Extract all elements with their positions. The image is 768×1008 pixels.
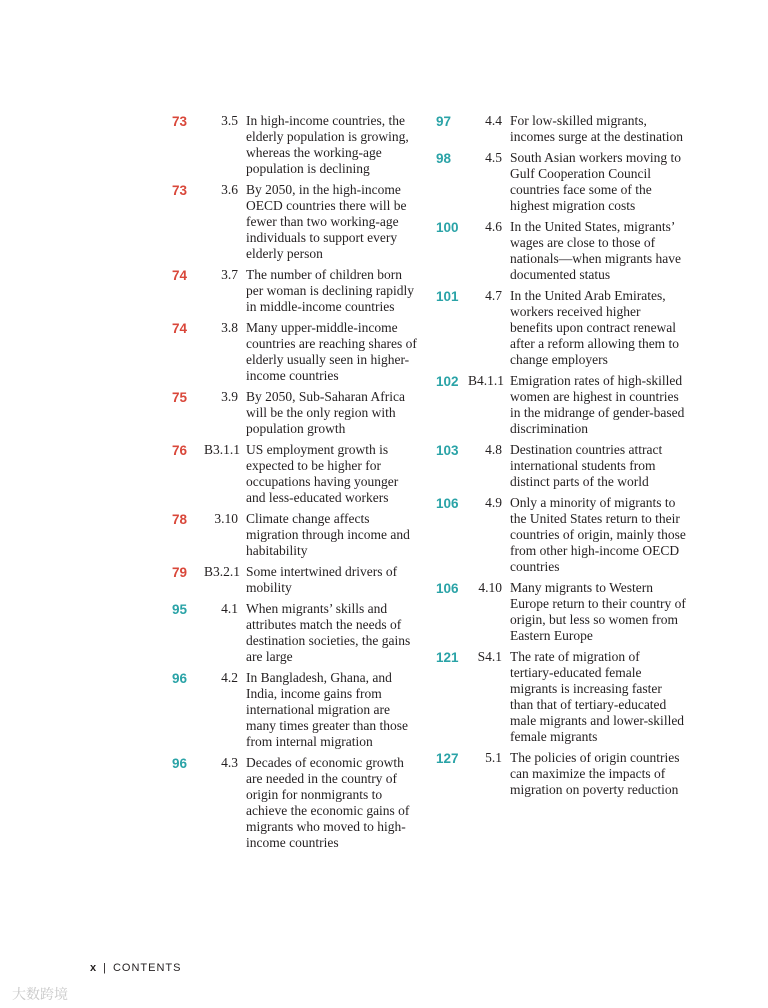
figure-number: 3.7	[221, 267, 238, 282]
page-number[interactable]: 101	[436, 289, 459, 304]
figure-entry[interactable]	[172, 389, 417, 437]
page-number[interactable]: 103	[436, 443, 459, 458]
page-number[interactable]: 76	[172, 443, 188, 458]
figure-entry[interactable]	[436, 750, 686, 798]
page-number[interactable]: 78	[172, 512, 188, 527]
page-number[interactable]: 127	[436, 751, 459, 766]
figure-title: Climate change affects migration through income and habitability	[246, 511, 410, 558]
figure-number: B4.1.1	[468, 373, 505, 388]
figure-number: 4.10	[478, 580, 502, 595]
figure-number: 3.9	[221, 389, 238, 404]
figure-entry[interactable]	[172, 267, 417, 315]
figure-title: In Bangladesh, Ghana, and India, income gains from international migration are many times greater than those from internal migration	[246, 670, 408, 749]
figure-title: Many migrants to Western Europe return to their country of origin, but less so women from Eastern Europe	[510, 580, 686, 643]
page-number[interactable]: 106	[436, 496, 459, 511]
figure-number: 3.8	[221, 320, 238, 335]
figure-number: 4.2	[221, 670, 238, 685]
figure-number: 4.4	[485, 113, 502, 128]
page-number[interactable]: 97	[436, 114, 452, 129]
right-column	[436, 113, 686, 803]
figure-entry[interactable]	[172, 113, 417, 177]
figure-entry[interactable]	[172, 442, 417, 506]
footer-section-label: CONTENTS	[112, 962, 182, 974]
figure-entry[interactable]	[172, 320, 417, 384]
page-number[interactable]: 100	[436, 220, 459, 235]
page-number[interactable]: 73	[172, 183, 188, 198]
page-number[interactable]: 106	[436, 581, 459, 596]
figure-title: Emigration rates of high-skilled women are highest in countries in the midrange of gender-based discrimination	[510, 373, 685, 436]
page-number[interactable]: 96	[172, 756, 188, 771]
figure-entry[interactable]	[172, 670, 417, 750]
page-number[interactable]: 74	[172, 321, 188, 336]
figure-title: South Asian workers moving to Gulf Cooperation Council countries face some of the highest migration costs	[510, 150, 681, 213]
figure-title: In high-income countries, the elderly population is growing, whereas the working-age population is declining	[246, 113, 409, 176]
figure-title: For low-skilled migrants, incomes surge at the destination	[510, 113, 683, 144]
figure-entry[interactable]	[172, 511, 417, 559]
figure-title: The number of children born per woman is declining rapidly in middle-income countries	[246, 267, 414, 314]
figure-entry[interactable]	[436, 580, 686, 644]
figure-number: 4.7	[485, 288, 502, 303]
figure-entry[interactable]	[172, 601, 417, 665]
figure-number: B3.2.1	[204, 564, 241, 579]
figure-title: Many upper-middle-income countries are reaching shares of elderly usually seen in higher-income countries	[246, 320, 417, 383]
figure-number: 3.10	[214, 511, 238, 526]
figure-title: Destination countries attract international students from distinct parts of the world	[510, 442, 663, 489]
page-number[interactable]: 95	[172, 602, 188, 617]
page-footer	[90, 962, 181, 974]
page-number[interactable]: 74	[172, 268, 188, 283]
page-number[interactable]: 96	[172, 671, 188, 686]
page-number[interactable]: 73	[172, 114, 188, 129]
figure-number: 4.8	[485, 442, 502, 457]
figure-number: 4.6	[485, 219, 502, 234]
figure-number: S4.1	[477, 649, 502, 664]
figure-entry[interactable]	[436, 649, 686, 745]
watermark: 大数跨境	[12, 987, 68, 1003]
figure-title: The rate of migration of tertiary-educated female migrants is increasing faster than that of tertiary-educated male migrants and lower-skilled female migrants	[510, 649, 685, 744]
figure-title: When migrants’ skills and attributes match the needs of destination societies, the gains are large	[246, 601, 411, 664]
figure-number: 4.5	[485, 150, 502, 165]
figure-title: By 2050, Sub-Saharan Africa will be the only region with population growth	[246, 389, 405, 436]
figure-entry[interactable]	[172, 182, 417, 262]
figure-entry[interactable]	[436, 442, 686, 490]
figure-entry[interactable]	[436, 150, 686, 214]
figure-title: Decades of economic growth are needed in the country of origin for nonmigrants to achieve the economic gains of migrants who moved to high-income countries	[246, 755, 410, 850]
figure-title: The policies of origin countries can maximize the impacts of migration on poverty reduction	[510, 750, 680, 797]
figure-entry[interactable]	[436, 288, 686, 368]
figure-title: In the United Arab Emirates, workers received higher benefits upon contract renewal after a reform allowing them to change employers	[510, 288, 680, 367]
figure-title: US employment growth is expected to be higher for occupations having younger and less-educated workers	[246, 442, 399, 505]
figure-number: 5.1	[485, 750, 502, 765]
figure-number: B3.1.1	[204, 442, 241, 457]
left-column	[172, 113, 417, 856]
figure-title: Some intertwined drivers of mobility	[246, 564, 398, 595]
figure-number: 4.1	[221, 601, 238, 616]
figure-number: 3.6	[221, 182, 238, 197]
figure-number: 4.3	[221, 755, 238, 770]
figure-entry[interactable]	[172, 755, 417, 851]
page-number[interactable]: 102	[436, 374, 459, 389]
figure-entry[interactable]	[436, 113, 686, 145]
figure-entry[interactable]	[436, 219, 686, 283]
page-number[interactable]: 79	[172, 565, 188, 580]
figure-entry[interactable]	[436, 495, 686, 575]
footer-separator: |	[103, 962, 107, 974]
page-number[interactable]: 98	[436, 151, 452, 166]
figure-title: Only a minority of migrants to the United States return to their countries of origin, mainly those from other high-income OECD countries	[510, 495, 686, 574]
figure-entry[interactable]	[436, 373, 686, 437]
figure-number: 3.5	[221, 113, 238, 128]
page-number[interactable]: 121	[436, 650, 459, 665]
figure-number: 4.9	[485, 495, 502, 510]
page-number-roman: x	[90, 962, 98, 974]
figure-entry[interactable]	[172, 564, 417, 596]
figure-title: By 2050, in the high-income OECD countries there will be fewer than two working-age individuals to support every elderly person	[246, 182, 407, 261]
figure-title: In the United States, migrants’ wages are close to those of nationals—when migrants have documented status	[510, 219, 681, 282]
page-number[interactable]: 75	[172, 390, 188, 405]
